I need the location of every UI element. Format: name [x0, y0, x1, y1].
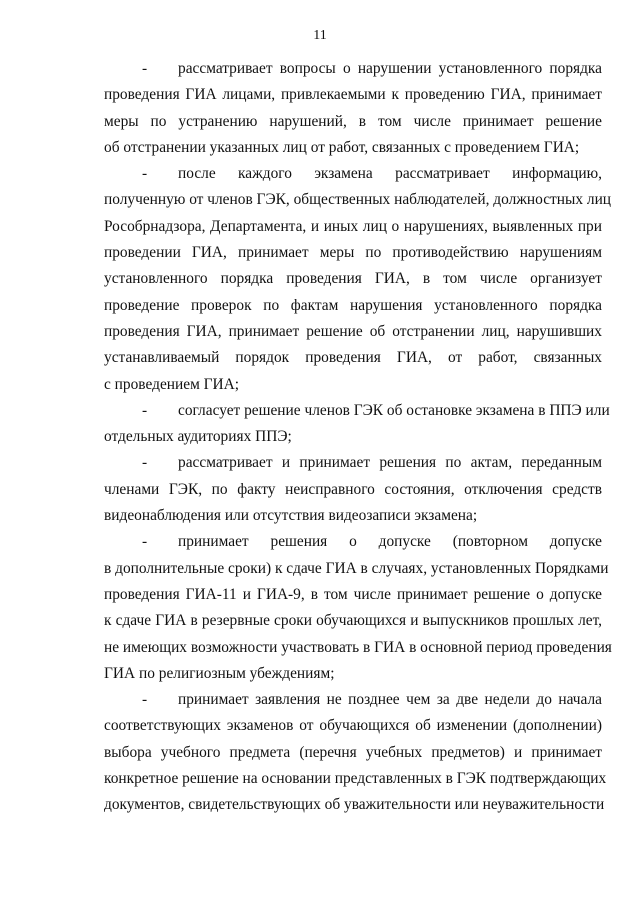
text-line: [104, 792, 605, 818]
text-line: [104, 345, 602, 371]
line-text: рассматривает и принимает решения по актам, переданным: [178, 454, 602, 472]
text-line: [104, 424, 602, 450]
line-text: видеонаблюдения или отсутствия видеозаписи экзамена;: [104, 507, 478, 525]
line-text: в дополнительные сроки) к сдаче ГИА в случаях, установленных Порядками: [104, 559, 609, 577]
text-line: [104, 266, 602, 292]
text-line: [104, 661, 602, 687]
list-dash: -: [142, 533, 148, 551]
text-line: [104, 398, 610, 424]
text-line: [104, 450, 602, 476]
list-item: [104, 450, 602, 529]
document-body: [104, 56, 612, 819]
line-text: устанавливаемый порядок проведения ГИА, от работ, связанных: [104, 349, 602, 367]
line-text: после каждого экзамена рассматривает информацию,: [178, 165, 602, 183]
list-dash: -: [142, 165, 148, 183]
text-line: [104, 503, 602, 529]
list-dash: -: [142, 401, 148, 419]
line-text: с проведением ГИА;: [104, 375, 240, 393]
list-dash: -: [142, 60, 148, 77]
line-text: документов, свидетельствующих об уважительности или неуважительности: [104, 796, 605, 814]
line-text: меры по устранению нарушений, в том числе принимает решение: [104, 112, 602, 130]
text-line: [104, 529, 602, 555]
text-line: [104, 135, 602, 161]
text-line: [104, 766, 607, 792]
line-text: проведения ГИА лицами, привлекаемыми к проведению ГИА, принимает: [104, 86, 602, 104]
text-line: [104, 740, 602, 766]
text-line: [104, 82, 602, 108]
text-line: [104, 187, 612, 213]
list-dash: -: [142, 454, 148, 472]
line-text: рассматривает вопросы о нарушении установленного порядка: [178, 60, 602, 77]
text-line: [104, 319, 602, 345]
text-line: [104, 240, 602, 266]
text-line: [104, 556, 609, 582]
page-number: 11: [313, 28, 327, 43]
line-text: соответствующих экзаменов от обучающихся об изменении (дополнении): [104, 717, 602, 735]
line-text: отдельных аудиториях ППЭ;: [104, 428, 292, 446]
line-text: установленного порядка проведения ГИА, в том числе организует: [104, 270, 602, 288]
line-text: ГИА по религиозным убеждениям;: [104, 664, 335, 682]
text-line: [104, 713, 602, 739]
text-line: [104, 687, 602, 713]
list-dash: -: [142, 691, 148, 709]
line-text: членами ГЭК, по факту неисправного состояния, отключения средств: [104, 480, 602, 498]
list-item: [104, 56, 602, 161]
line-text: проведения ГИА-11 и ГИА-9, в том числе принимает решение о допуске: [104, 585, 602, 603]
line-text: об отстранении указанных лиц от работ, связанных с проведением ГИА;: [104, 138, 580, 156]
line-text: не имеющих возможности участвовать в ГИА в основной период проведения: [104, 638, 612, 656]
line-text: конкретное решение на основании представленных в ГЭК подтверждающих: [104, 770, 607, 788]
text-line: [104, 293, 602, 319]
line-text: Рособрнадзора, Департамента, и иных лиц о нарушениях, выявленных при: [104, 217, 602, 235]
text-line: [104, 372, 602, 398]
line-text: проведения ГИА, принимает решение об отстранении лиц, нарушивших: [104, 322, 602, 340]
text-line: [104, 109, 602, 135]
line-text: проведении ГИА, принимает меры по противодействию нарушениям: [104, 244, 602, 262]
text-line: [104, 214, 602, 240]
text-line: [104, 56, 602, 82]
text-line: [104, 582, 602, 608]
text-line: [104, 635, 612, 661]
line-text: принимает заявления не позднее чем за две недели до начала: [178, 691, 602, 709]
line-text: выбора учебного предмета (перечня учебных предметов) и принимает: [104, 743, 602, 761]
list-item: [104, 687, 607, 818]
text-line: [104, 477, 602, 503]
list-item: [104, 161, 612, 398]
list-item: [104, 398, 610, 451]
line-text: проведение проверок по фактам нарушения установленного порядка: [104, 296, 602, 314]
list-item: [104, 529, 612, 687]
line-text: полученную от членов ГЭК, общественных наблюдателей, должностных лиц: [104, 191, 612, 209]
line-text: принимает решения о допуске (повторном допуске: [178, 533, 602, 551]
line-text: к сдаче ГИА в резервные сроки обучающихся и выпускников прошлых лет,: [104, 612, 602, 630]
line-text: согласует решение членов ГЭК об остановке экзамена в ППЭ или: [178, 401, 610, 419]
text-line: [104, 161, 602, 187]
text-line: [104, 608, 602, 634]
